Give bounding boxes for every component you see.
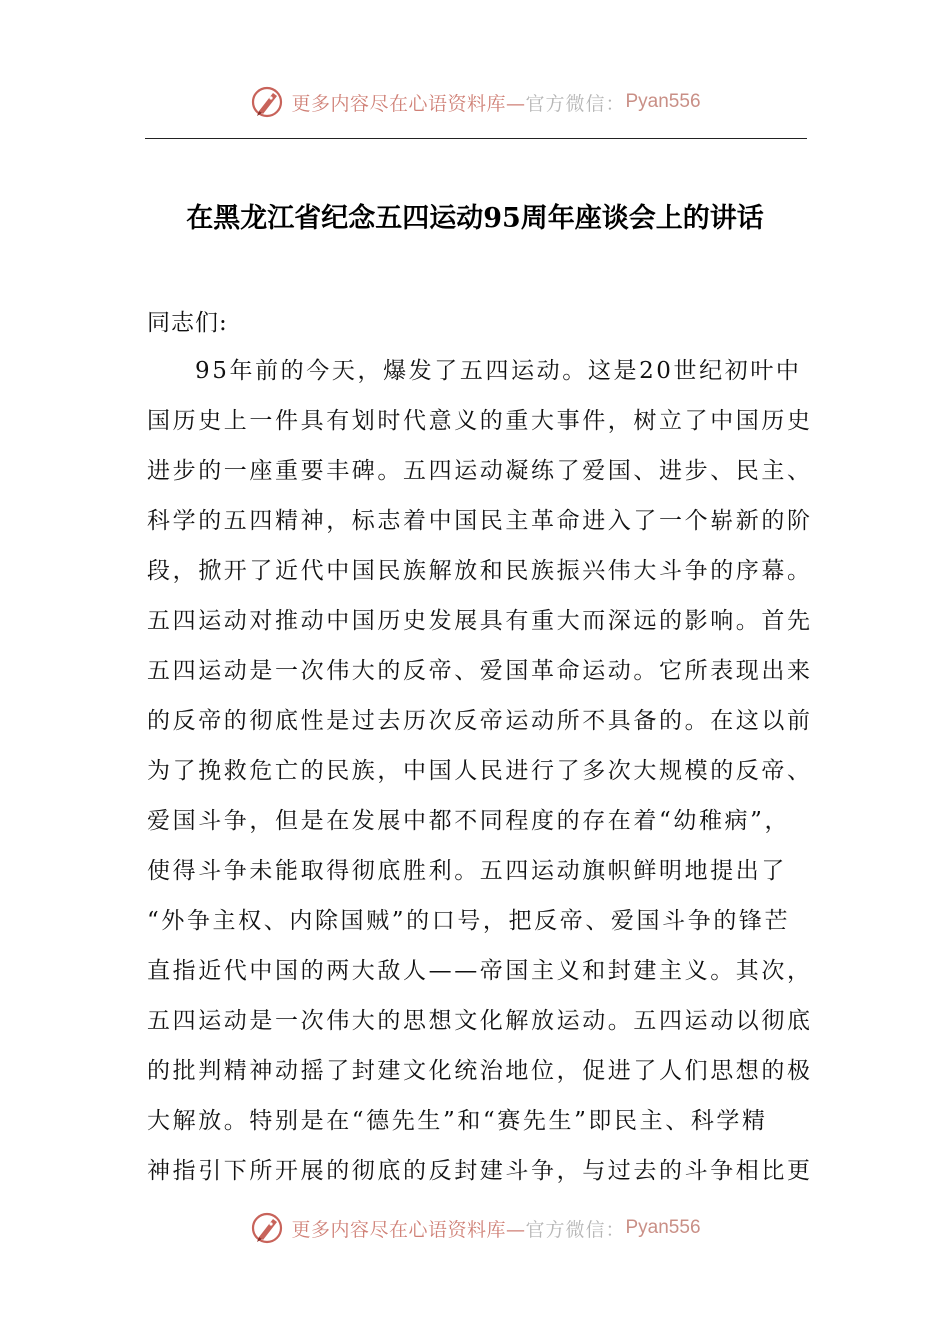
body-line: 大解放。特别是在“德先生”和“赛先生”即民主、科学精	[147, 1108, 768, 1134]
header-watermark-banner	[0, 84, 950, 120]
watermark-text	[291, 89, 700, 116]
body-line: 五四运动是一次伟大的思想文化解放运动。五四运动以彻底	[147, 1008, 813, 1034]
watermark-brand-text: 更多内容尽在心语资料库—	[291, 1218, 526, 1241]
body-line: 神指引下所开展的彻底的反封建斗争，与过去的斗争相比更	[147, 1158, 813, 1184]
body-line: 进步的一座重要丰碑。五四运动凝练了爱国、进步、民主、	[147, 458, 813, 484]
fountain-pen-circle-icon	[249, 1210, 285, 1246]
body-line: 直指近代中国的两大敌人——帝国主义和封建主义。其次，	[147, 958, 813, 984]
body-line: 使得斗争未能取得彻底胜利。五四运动旗帜鲜明地提出了	[147, 858, 787, 884]
document-body	[147, 346, 813, 1196]
salutation: 同志们:	[147, 310, 228, 336]
header-divider	[145, 138, 807, 139]
body-line: 的批判精神动摇了封建文化统治地位，促进了人们思想的极	[147, 1058, 813, 1084]
body-line: 爱国斗争，但是在发展中都不同程度的存在着“幼稚病”，	[147, 808, 791, 834]
body-line: 国历史上一件具有划时代意义的重大事件，树立了中国历史	[147, 408, 813, 434]
body-line: 五四运动是一次伟大的反帝、爱国革命运动。它所表现出来	[147, 658, 813, 684]
body-line: 段，掀开了近代中国民族解放和民族振兴伟大斗争的序幕。	[147, 558, 813, 584]
body-line: 五四运动对推动中国历史发展具有重大而深远的影响。首先	[147, 608, 813, 634]
body-line: 95年前的今天，爆发了五四运动。这是20世纪初叶中	[195, 358, 802, 384]
watermark-wechat-account: Pyan556	[625, 91, 701, 112]
watermark-wechat-label: 官方微信：	[525, 1218, 626, 1241]
body-line: “外争主权、内除国贼”的口号，把反帝、爱国斗争的锋芒	[147, 908, 791, 934]
watermark-wechat-label: 官方微信：	[525, 92, 626, 115]
document-title: 在黑龙江省纪念五四运动95周年座谈会上的讲话	[186, 203, 764, 234]
body-line: 科学的五四精神，标志着中国民主革命进入了一个崭新的阶	[147, 508, 813, 534]
watermark-text	[291, 1215, 700, 1242]
body-line: 为了挽救危亡的民族，中国人民进行了多次大规模的反帝、	[147, 758, 813, 784]
fountain-pen-circle-icon	[249, 84, 285, 120]
footer-watermark-banner	[0, 1210, 950, 1246]
watermark-brand-text: 更多内容尽在心语资料库—	[291, 92, 526, 115]
watermark-wechat-account: Pyan556	[625, 1217, 701, 1238]
body-line: 的反帝的彻底性是过去历次反帝运动所不具备的。在这以前	[147, 708, 813, 734]
